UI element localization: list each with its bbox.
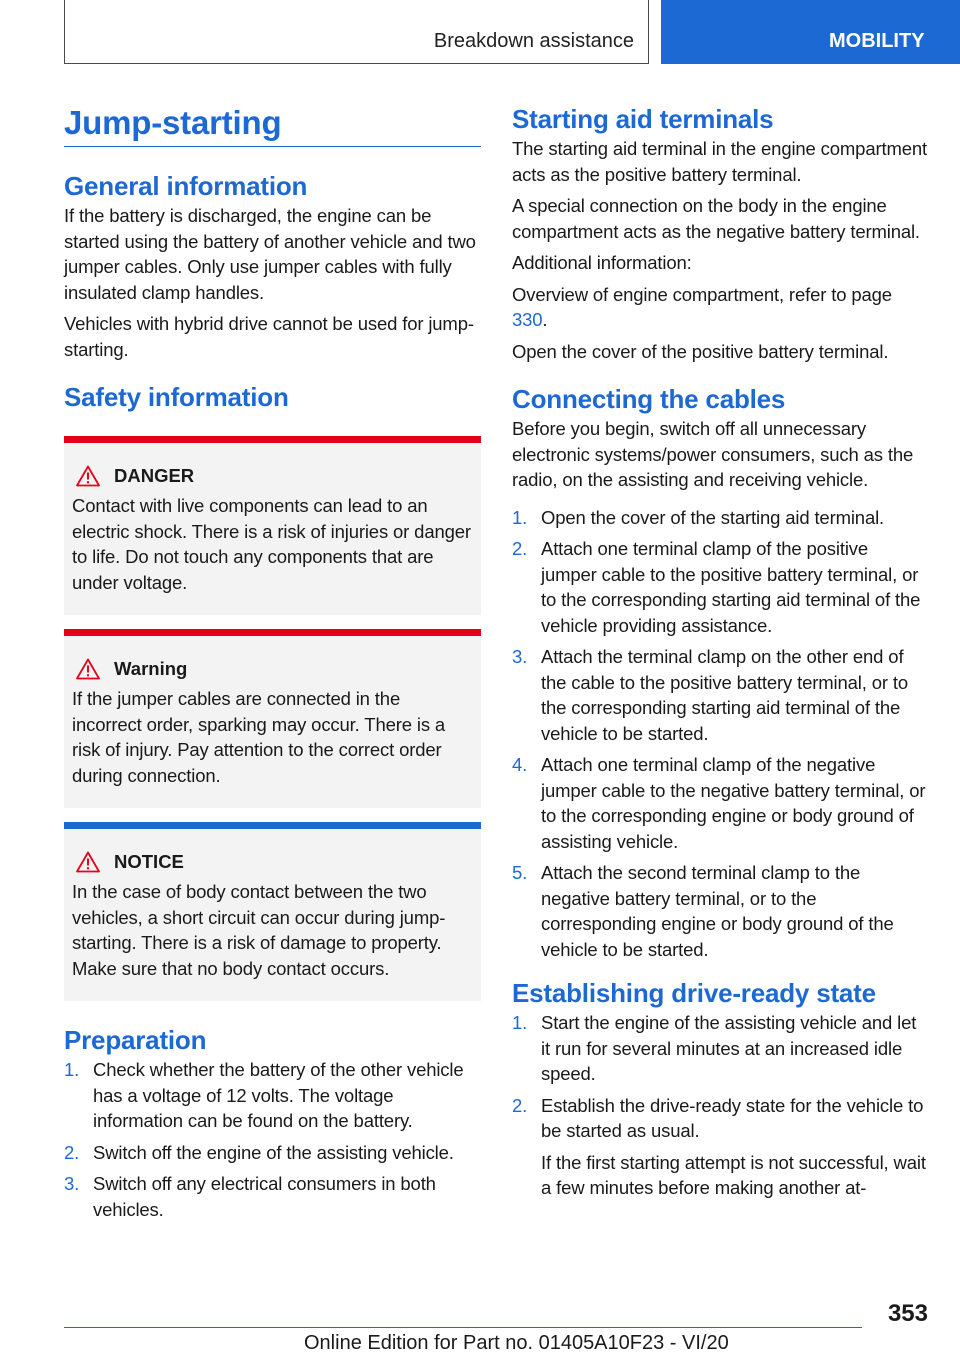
list-item: 3. Switch off any electrical consumers in both vehicles. [64, 1173, 436, 1220]
cables-intro: Before you begin, switch off all unnecessary electronic systems/power consumers, such as the radio, on the assisting and receiving vehicle. [512, 418, 914, 490]
notice-text: In the case of body contact between the two vehicles, a short circuit can occur during jump-starting. There is a risk of damage to property. Make sure that no body contact occurs. [72, 881, 446, 979]
page-title: Jump-starting [64, 104, 282, 141]
general-paragraph-1: If the battery is discharged, the engine can be started using the battery of another vehicle and two jumper cables. Only use jumper cables with fully insulated clamp handles. [64, 205, 476, 303]
list-item: 3. Attach the terminal clamp on the other end of the cable to the positive battery terminal, or to the corresponding starting aid terminal of the vehicle to be started. [512, 646, 908, 744]
danger-text: Contact with live components can lead to an electric shock. There is a risk of injuries or danger to life. Do not touch any components that are under voltage. [72, 495, 471, 593]
running-header [64, 0, 649, 64]
terminals-paragraph-2: A special connection on the body in the engine compartment acts as the negative battery terminal. [512, 195, 920, 242]
heading-starting-aid-terminals: Starting aid terminals [512, 104, 774, 134]
warning-triangle-icon [76, 658, 100, 680]
left-column [64, 100, 481, 1228]
danger-label: DANGER [114, 465, 195, 486]
title-rule [64, 146, 481, 147]
warning-text: If the jumper cables are connected in the incorrect order, sparking may occur. There is a risk of injury. Pay attention to the correct order during connection. [72, 688, 446, 786]
warning-bar [64, 629, 481, 636]
chapter-tab-label: MOBILITY [829, 30, 925, 52]
cables-steps [512, 505, 928, 963]
drive-steps [512, 1010, 928, 1144]
chapter-tab [661, 0, 960, 64]
notice-box [64, 822, 481, 1001]
warning-label: Warning [114, 658, 188, 679]
heading-general-information: General information [64, 171, 308, 201]
right-column [512, 100, 928, 1201]
warning-notice [64, 629, 481, 808]
drive-note: If the first starting attempt is not successful, wait a few minutes before making another at- [541, 1151, 926, 1198]
list-item: 4. Attach one terminal clamp of the negative jumper cable to the negative battery terminal, or to the corresponding engine or body ground of assisting vehicle. [512, 754, 926, 852]
list-item: 2. Switch off the engine of the assisting vehicle. [64, 1141, 454, 1163]
warning-triangle-icon [76, 851, 100, 873]
terminals-paragraph-3: Additional information: [512, 252, 692, 273]
page-number: 353 [887, 1300, 928, 1327]
terminals-paragraph-1: The starting aid terminal in the engine compartment acts as the positive battery terminal. [512, 138, 927, 185]
notice-bar [64, 822, 481, 829]
warning-triangle-icon [76, 465, 100, 487]
list-item: 1. Open the cover of the starting aid terminal. [512, 506, 885, 528]
heading-establishing-drive-ready-state: Establishing drive-ready state [512, 978, 876, 1008]
footer-rule [64, 1327, 862, 1328]
list-item: 1. Start the engine of the assisting vehicle and let it run for several minutes at an increased idle speed. [512, 1012, 917, 1084]
danger-bar [64, 436, 481, 443]
list-item: 2. Attach one terminal clamp of the positive jumper cable to the positive battery terminal, or to the corresponding starting aid terminal of the vehicle providing assistance. [512, 538, 921, 636]
list-item: 1. Check whether the battery of the other vehicle has a voltage of 12 volts. The voltage information can be found on the battery. [64, 1059, 464, 1131]
list-item: 2. Establish the drive-ready state for the vehicle to be started as usual. [512, 1094, 924, 1141]
notice-label: NOTICE [114, 851, 184, 872]
preparation-steps [64, 1057, 481, 1222]
general-paragraph-2: Vehicles with hybrid drive cannot be used for jump-starting. [64, 313, 474, 360]
footer-edition: Online Edition for Part no. 01405A10F23 - VI/20 [304, 1332, 729, 1354]
heading-safety-information: Safety information [64, 382, 289, 412]
heading-preparation: Preparation [64, 1025, 207, 1055]
list-item: 5. Attach the second terminal clamp to the negative battery terminal, or to the corresponding engine or body ground of the vehicle to be started. [512, 862, 894, 960]
heading-connecting-the-cables: Connecting the cables [512, 384, 786, 414]
terminals-paragraph-4: Overview of engine compartment, refer to page 330. [512, 283, 892, 330]
section-title: Breakdown assistance [433, 30, 634, 52]
page-reference-link[interactable]: 330 [512, 309, 543, 330]
danger-notice [64, 436, 481, 615]
terminals-paragraph-5: Open the cover of the positive battery terminal. [512, 340, 889, 362]
